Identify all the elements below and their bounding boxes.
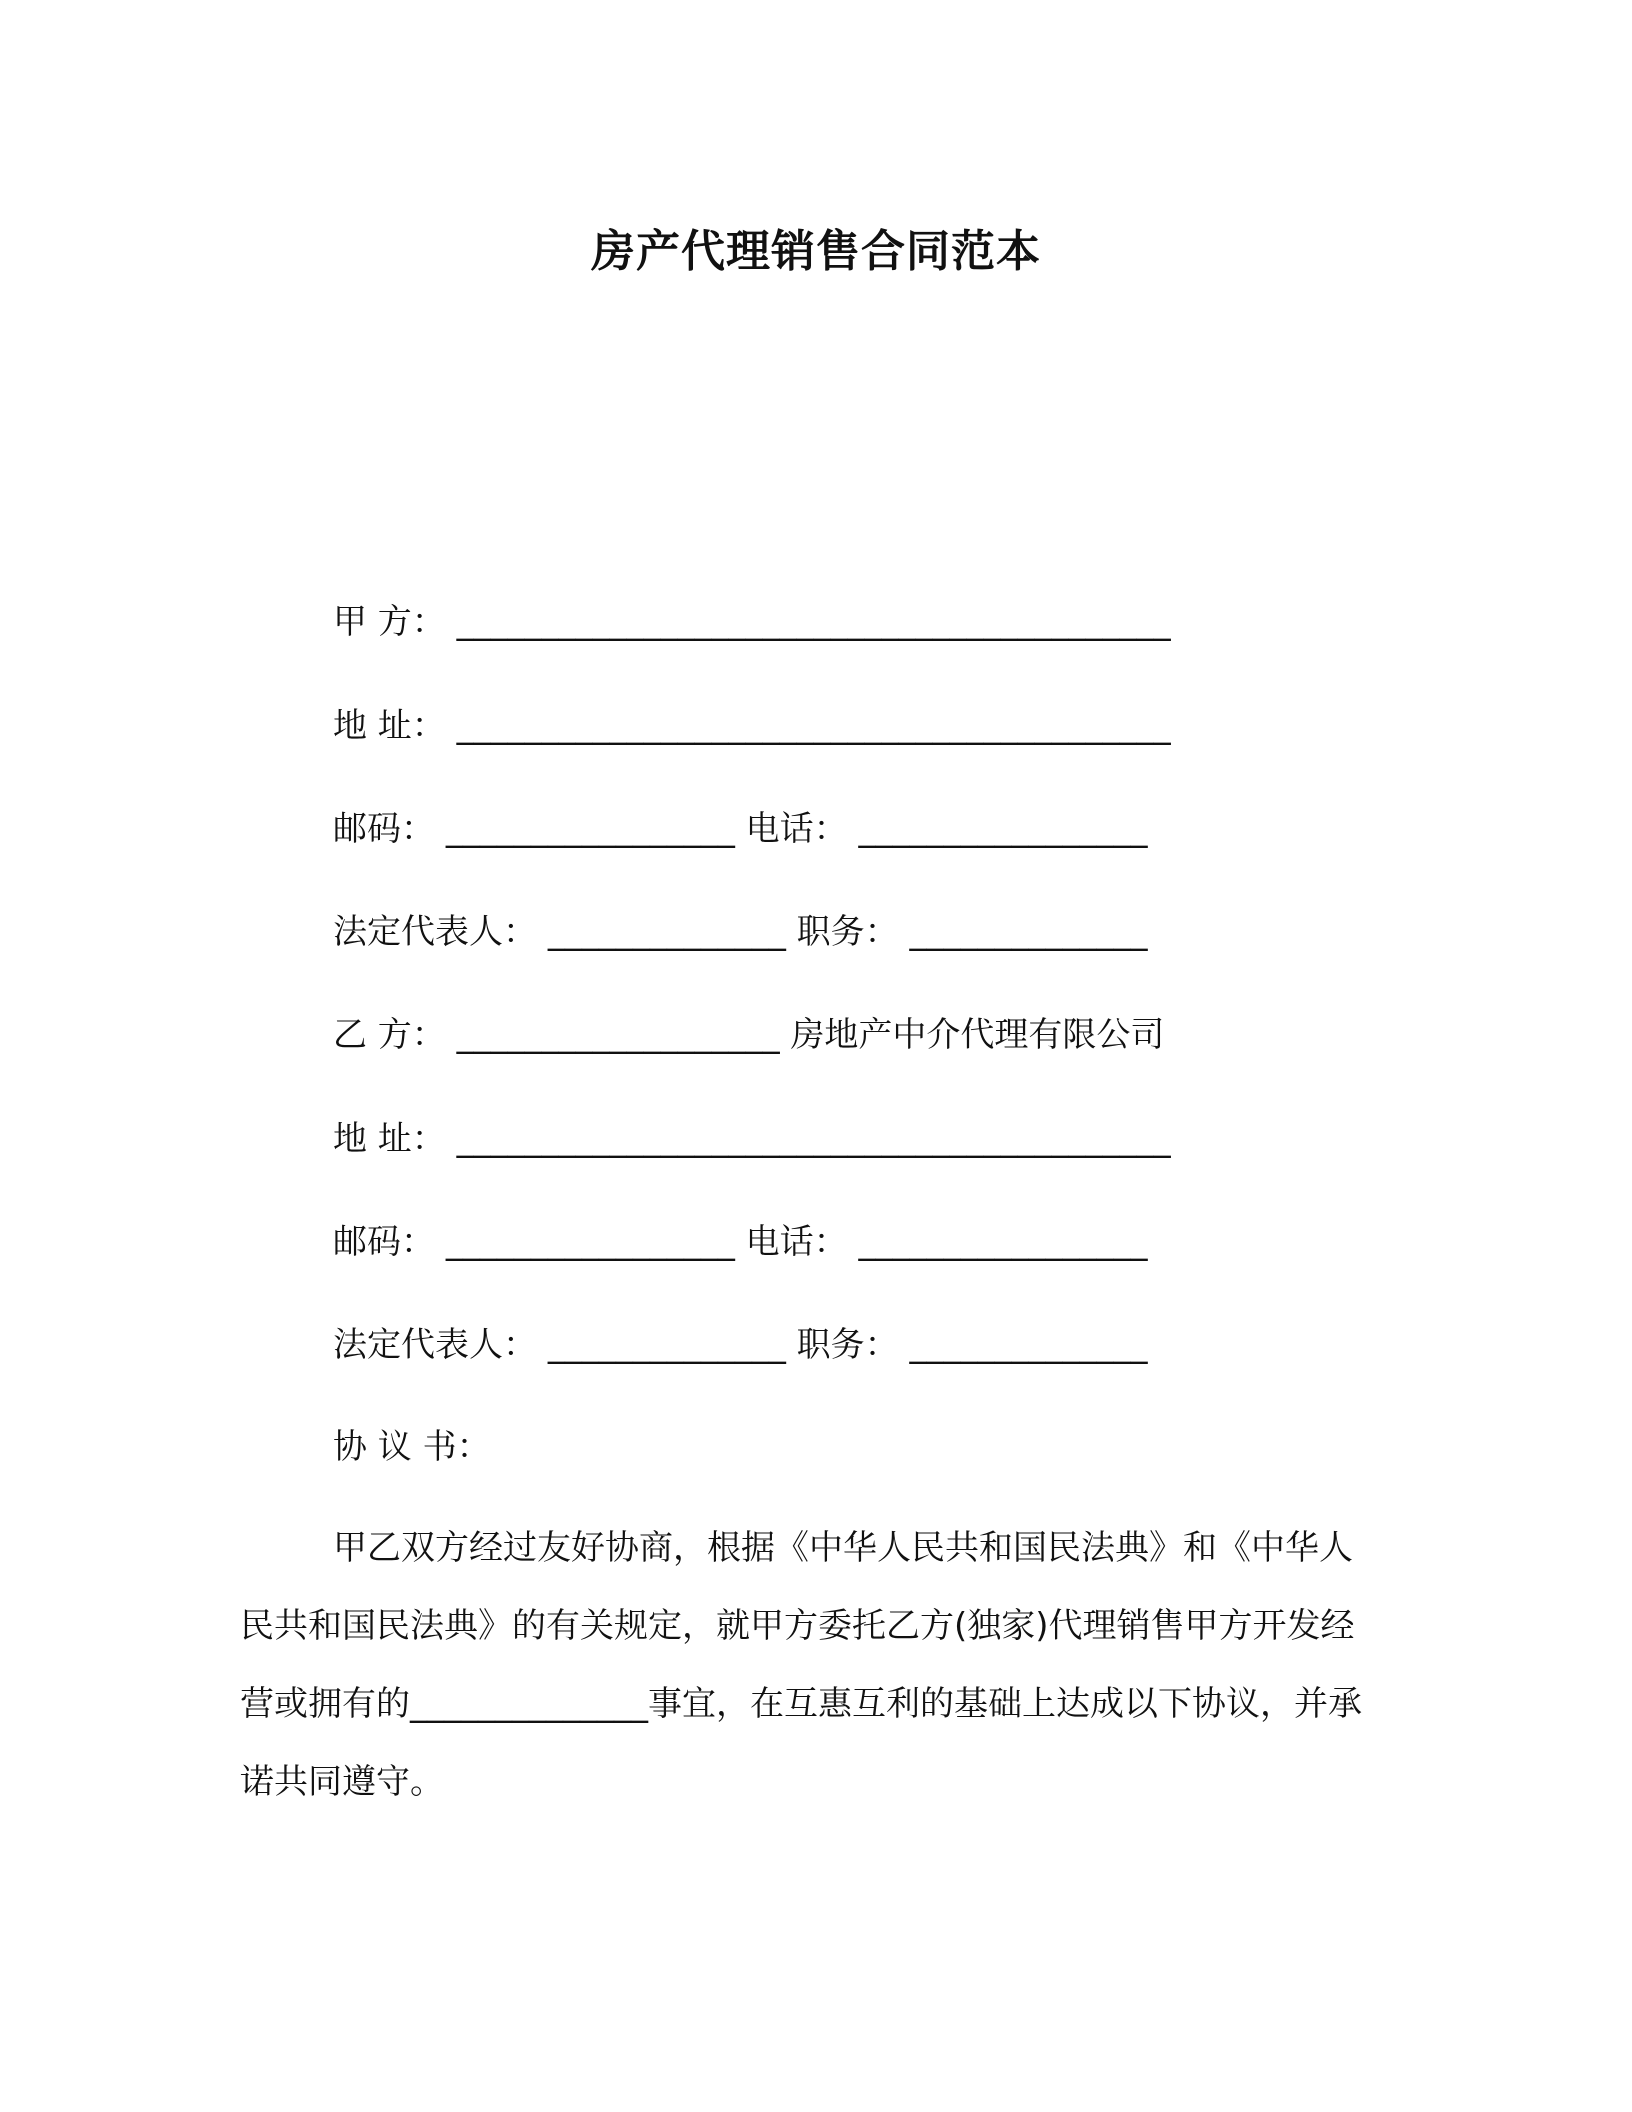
party-a-phone-label: 电话： [745,809,848,849]
party-b-name-row [333,1013,1164,1057]
party-b-rep-label: 法定代表人： [333,1325,537,1365]
party-a-contact-row [333,807,1147,851]
agreement-heading: 协 议 书： [333,1427,491,1467]
party-a-phone-field[interactable]: _________________ [858,809,1148,849]
party-a-position-label: 职务： [796,912,899,952]
party-b-name-label: 乙 方： [333,1015,446,1055]
party-a-address-field[interactable]: __________________________________________ [456,706,1171,746]
party-b-position-label: 职务： [796,1325,899,1365]
party-a-address-label: 地 址： [333,706,446,746]
party-a-position-field[interactable]: ______________ [909,912,1148,952]
party-b-name-field[interactable]: ___________________ [456,1015,780,1055]
party-a-rep-label: 法定代表人： [333,912,537,952]
party-b-address-label: 地 址： [333,1119,446,1159]
party-a-rep-field[interactable]: ______________ [547,912,786,952]
party-a-zip-label: 邮码： [333,809,435,849]
party-b-phone-field[interactable]: _________________ [858,1222,1148,1262]
party-a-name-field[interactable]: __________________________________________ [456,602,1171,642]
party-a-name-label: 甲 方： [333,602,446,642]
party-b-zip-field[interactable]: _________________ [445,1222,735,1262]
party-b-name-suffix: 房地产中介代理有限公司 [790,1015,1165,1055]
party-b-address-field[interactable]: __________________________________________ [456,1119,1171,1159]
party-b-rep-row [333,1323,1147,1367]
party-a-zip-field[interactable]: _________________ [445,809,735,849]
party-b-phone-label: 电话： [745,1222,848,1262]
party-a-name-row [333,600,1171,644]
party-b-contact-row [333,1220,1147,1264]
party-b-position-field[interactable]: ______________ [909,1325,1148,1365]
party-a-address-row [333,704,1171,748]
document-title: 房产代理销售合同范本 [591,226,1041,277]
party-b-zip-label: 邮码： [333,1222,435,1262]
agreement-body: 甲乙双方经过友好协商，根据《中华人民共和国民法典》和《中华人民共和国民法典》的有关规定，就甲方委托乙方(独家)代理销售甲方开发经营或拥有的______________事宜，在互惠互利的基础上达成以下协议，并承诺共同遵守。 [240,1528,1362,1802]
party-a-rep-row [333,910,1147,954]
party-b-rep-field[interactable]: ______________ [547,1325,786,1365]
party-b-address-row [333,1117,1171,1161]
